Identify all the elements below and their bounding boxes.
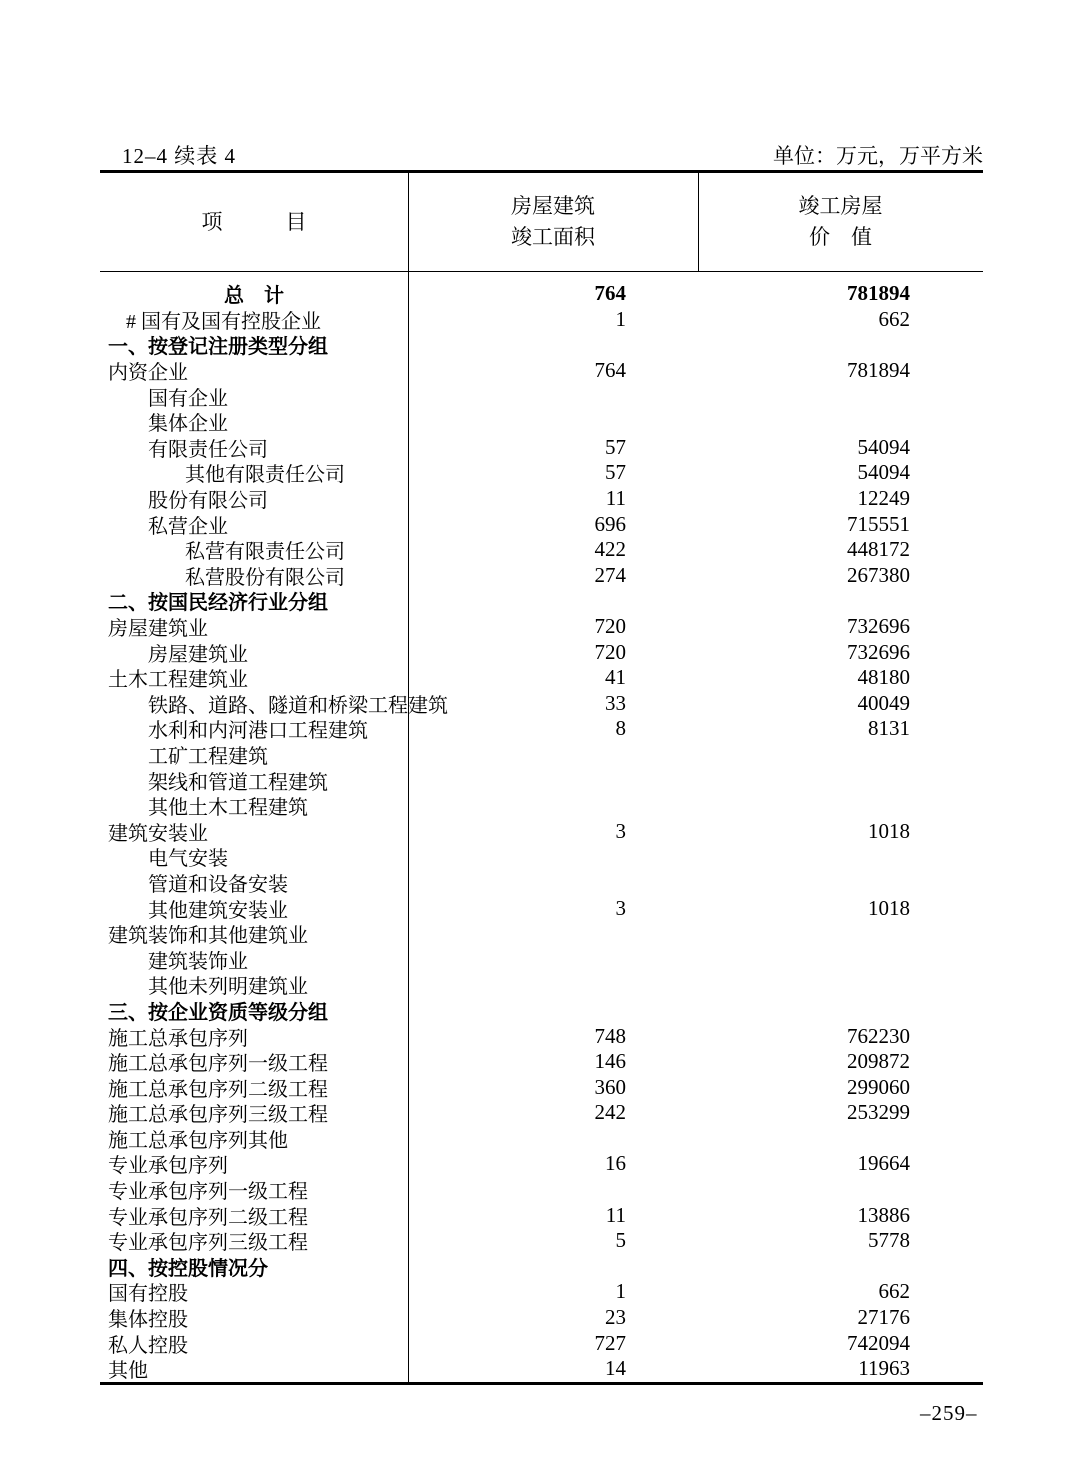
row-label: # 国有及国有控股企业 — [126, 310, 321, 333]
completed-area-value: 720 — [594, 639, 626, 664]
completed-house-value: 54094 — [857, 460, 910, 485]
table-row — [100, 972, 983, 998]
table-row — [100, 281, 983, 307]
completed-house-value: 11963 — [858, 1356, 910, 1381]
table-row — [100, 486, 983, 512]
completed-house-value: 27176 — [857, 1305, 910, 1330]
row-label: 专业承包序列 — [108, 1155, 228, 1178]
row-label: 总 计 — [224, 285, 284, 308]
column-header-item-label: 项 目 — [201, 209, 307, 234]
row-label: 架线和管道工程建筑 — [148, 771, 328, 794]
table-row — [100, 383, 983, 409]
completed-area-value: 8 — [615, 716, 626, 741]
completed-house-value: 48180 — [857, 665, 910, 690]
table-row — [100, 921, 983, 947]
completed-house-value: 732696 — [847, 639, 910, 664]
completed-house-value: 715551 — [847, 511, 910, 536]
table-row — [100, 537, 983, 563]
column-header-area-line1: 房屋建筑 — [511, 194, 595, 218]
row-label: 一、按登记注册类型分组 — [108, 336, 328, 359]
row-label: 二、按国民经济行业分组 — [108, 592, 328, 615]
completed-area-value: 1 — [615, 306, 626, 331]
completed-area-value: 1 — [615, 1279, 626, 1304]
completed-area-value: 11 — [605, 1202, 626, 1227]
table-row — [100, 818, 983, 844]
row-label: 专业承包序列一级工程 — [108, 1181, 308, 1204]
completed-area-value: 3 — [615, 895, 626, 920]
column-header-value-line1: 竣工房屋 — [798, 194, 883, 218]
row-label: 房屋建筑业 — [108, 618, 208, 641]
completed-house-value: 8131 — [868, 716, 910, 741]
column-header-area-line2: 竣工面积 — [511, 225, 595, 249]
completed-house-value: 209872 — [847, 1049, 910, 1074]
row-label: 私人控股 — [108, 1334, 188, 1357]
table-row — [100, 1023, 983, 1049]
completed-house-value: 54094 — [857, 434, 910, 459]
table-row — [100, 998, 983, 1024]
table-row — [100, 1177, 983, 1203]
row-label: 管道和设备安装 — [148, 873, 288, 896]
completed-area-value: 11 — [605, 486, 626, 511]
table-row — [100, 665, 983, 691]
completed-area-value: 764 — [594, 358, 626, 383]
table-row — [100, 895, 983, 921]
completed-house-value: 1018 — [868, 818, 910, 843]
completed-house-value: 253299 — [847, 1100, 910, 1125]
table-row — [100, 614, 983, 640]
row-label: 私营有限责任公司 — [185, 541, 345, 564]
completed-area-value: 727 — [594, 1330, 626, 1355]
row-label: 有限责任公司 — [148, 438, 268, 461]
row-label: 四、按控股情况分 — [108, 1257, 268, 1280]
completed-area-value: 696 — [594, 511, 626, 536]
table-row — [100, 1279, 983, 1305]
completed-house-value: 13886 — [857, 1202, 910, 1227]
table-row — [100, 870, 983, 896]
row-label: 建筑安装业 — [108, 822, 208, 845]
completed-area-value: 41 — [605, 665, 626, 690]
row-label: 私营股份有限公司 — [185, 566, 345, 589]
completed-house-value: 299060 — [847, 1074, 910, 1099]
row-label: 其他土木工程建筑 — [148, 797, 308, 820]
table-row — [100, 332, 983, 358]
completed-house-value: 12249 — [857, 486, 910, 511]
statistics-table — [100, 170, 983, 1385]
completed-area-value: 33 — [605, 690, 626, 715]
completed-area-value: 14 — [605, 1356, 626, 1381]
completed-area-value: 360 — [594, 1074, 626, 1099]
table-row — [100, 1305, 983, 1331]
table-row — [100, 1049, 983, 1075]
table-row — [100, 1254, 983, 1280]
table-row — [100, 588, 983, 614]
row-label: 国有企业 — [148, 387, 228, 410]
completed-house-value: 40049 — [857, 690, 910, 715]
completed-area-value: 274 — [594, 562, 626, 587]
row-label: 电气安装 — [148, 848, 228, 871]
table-row — [100, 1228, 983, 1254]
table-row — [100, 358, 983, 384]
column-header-value-line2: 价 值 — [809, 225, 872, 249]
completed-area-value: 3 — [615, 818, 626, 843]
completed-area-value: 57 — [605, 460, 626, 485]
table-body — [100, 273, 983, 1382]
completed-area-value: 748 — [594, 1023, 626, 1048]
column-header-item — [100, 173, 408, 271]
completed-area-value: 5 — [615, 1228, 626, 1253]
completed-area-value: 422 — [594, 537, 626, 562]
row-label: 国有控股 — [108, 1283, 188, 1306]
table-row — [100, 1330, 983, 1356]
table-row — [100, 767, 983, 793]
completed-house-value: 662 — [878, 306, 910, 331]
completed-area-value: 16 — [605, 1151, 626, 1176]
table-row — [100, 946, 983, 972]
completed-house-value: 762230 — [847, 1023, 910, 1048]
row-label: 私营企业 — [148, 515, 228, 538]
row-label: 专业承包序列二级工程 — [108, 1206, 308, 1229]
row-label: 集体控股 — [108, 1309, 188, 1332]
row-label: 股份有限公司 — [148, 490, 268, 513]
table-header-row — [100, 173, 983, 272]
table-row — [100, 563, 983, 589]
table-row — [100, 460, 983, 486]
column-header-completed-area — [408, 173, 698, 271]
completed-area-value: 57 — [605, 434, 626, 459]
row-label: 水利和内河港口工程建筑 — [148, 720, 368, 743]
row-label: 施工总承包序列三级工程 — [108, 1104, 328, 1127]
table-row — [100, 844, 983, 870]
table-row — [100, 793, 983, 819]
row-label: 三、按企业资质等级分组 — [108, 1001, 328, 1024]
row-label: 建筑装饰业 — [148, 950, 248, 973]
page-number: –259– — [920, 1401, 978, 1425]
completed-house-value: 19664 — [857, 1151, 910, 1176]
table-row — [100, 742, 983, 768]
table-row — [100, 1356, 983, 1382]
table-row — [100, 307, 983, 333]
row-label: 土木工程建筑业 — [108, 669, 248, 692]
table-row — [100, 691, 983, 717]
completed-house-value: 5778 — [868, 1228, 910, 1253]
table-row — [100, 639, 983, 665]
completed-area-value: 764 — [594, 281, 626, 306]
completed-house-value: 1018 — [868, 895, 910, 920]
completed-area-value: 146 — [594, 1049, 626, 1074]
completed-house-value: 781894 — [847, 281, 910, 306]
row-label: 施工总承包序列 — [108, 1027, 248, 1050]
completed-area-value: 720 — [594, 614, 626, 639]
row-label: 其他建筑安装业 — [148, 899, 288, 922]
completed-house-value: 732696 — [847, 614, 910, 639]
row-label: 房屋建筑业 — [148, 643, 248, 666]
table-row — [100, 1100, 983, 1126]
row-label: 铁路、道路、隧道和桥梁工程建筑 — [148, 694, 448, 717]
row-label: 施工总承包序列其他 — [108, 1129, 288, 1152]
table-row — [100, 1074, 983, 1100]
row-label: 施工总承包序列一级工程 — [108, 1053, 328, 1076]
table-row — [100, 1126, 983, 1152]
table-row — [100, 511, 983, 537]
row-label: 内资企业 — [108, 362, 188, 385]
completed-area-value: 23 — [605, 1305, 626, 1330]
table-row — [100, 1202, 983, 1228]
table-label: 12–4 续表 4 — [122, 144, 236, 168]
table-row — [100, 409, 983, 435]
completed-house-value: 448172 — [847, 537, 910, 562]
table-row — [100, 1151, 983, 1177]
table-row — [100, 716, 983, 742]
completed-house-value: 781894 — [847, 358, 910, 383]
completed-area-value: 242 — [594, 1100, 626, 1125]
completed-house-value: 742094 — [847, 1330, 910, 1355]
row-label: 专业承包序列三级工程 — [108, 1232, 308, 1255]
row-label: 其他有限责任公司 — [185, 464, 345, 487]
table-row — [100, 435, 983, 461]
unit-note: 单位：万元，万平方米 — [773, 144, 983, 168]
completed-house-value: 267380 — [847, 562, 910, 587]
completed-house-value: 662 — [878, 1279, 910, 1304]
column-header-completed-value — [698, 173, 983, 271]
row-label: 其他 — [108, 1360, 148, 1383]
row-label: 其他未列明建筑业 — [148, 976, 308, 999]
row-label: 集体企业 — [148, 413, 228, 436]
row-label: 建筑装饰和其他建筑业 — [108, 925, 308, 948]
row-label: 施工总承包序列二级工程 — [108, 1078, 328, 1101]
row-label: 工矿工程建筑 — [148, 745, 268, 768]
